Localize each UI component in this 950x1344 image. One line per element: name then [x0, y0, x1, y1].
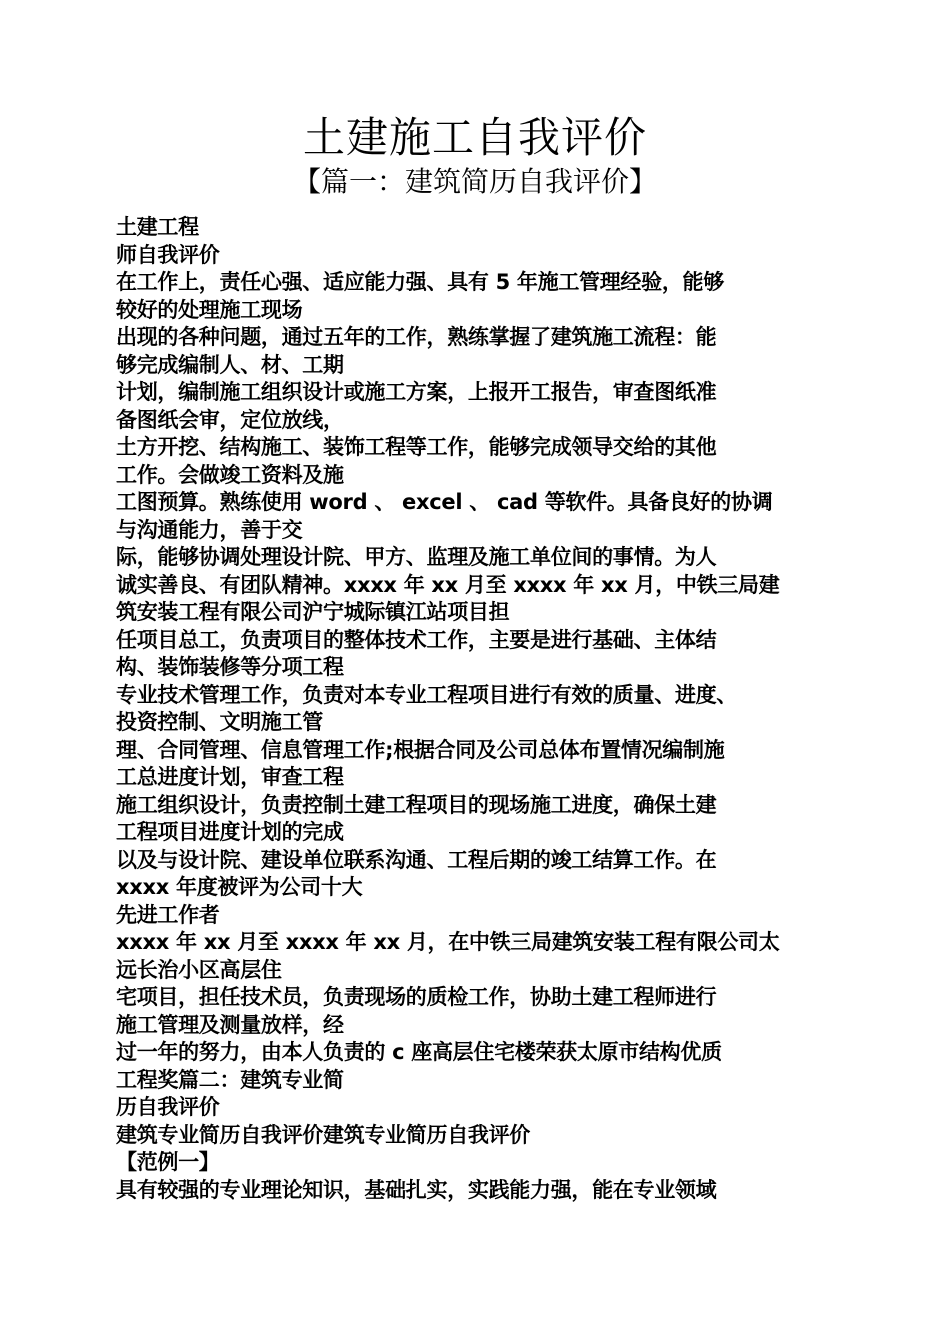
body-line: 备图纸会审，定位放线， [116, 407, 344, 432]
body-line: 够完成编制人、材、工期 [116, 352, 344, 377]
body-line: 在工作上，责任心强、适应能力强、具有 5 年施工管理经验，能够 [116, 270, 724, 294]
body-line: 诚实善良、有团队精神。xxxx 年 xx 月至 xxxx 年 xx 月，中铁三局建 [116, 572, 780, 597]
body-line: 具有较强的专业理论知识，基础扎实，实践能力强，能在专业领域 [116, 1177, 717, 1202]
body-line: 工程项目进度计划的完成 [116, 820, 344, 844]
body-line: 筑安装工程有限公司沪宁城际镇江站项目担 [116, 600, 510, 624]
body-line: 过一年的努力，由本人负责的 c 座高层住宅楼荣获太原市结构优质 [116, 1040, 722, 1064]
body-line: 历自我评价 [116, 1095, 220, 1119]
document-subtitle: 【篇一：建筑简历自我评价】 [292, 165, 657, 198]
body-line: 远长治小区高层住 [116, 957, 282, 982]
body-line: 与沟通能力，善于交 [116, 517, 303, 542]
body-line: 际，能够协调处理设计院、甲方、监理及施工单位间的事情。为人 [116, 545, 717, 569]
body-line: 较好的处理施工现场 [116, 297, 303, 322]
body-line: xxxx 年 xx 月至 xxxx 年 xx 月，在中铁三局建筑安装工程有限公司太 [116, 930, 780, 954]
body-line: 师自我评价 [116, 242, 220, 267]
body-line: 施工管理及测量放样，经 [116, 1012, 344, 1037]
body-line: 构、装饰装修等分项工程 [116, 655, 344, 679]
body-line: 出现的各种问题，通过五年的工作，熟练掌握了建筑施工流程：能 [116, 325, 717, 349]
body-line: 先进工作者 [116, 902, 220, 927]
body-line: 【范例一】 [116, 1150, 220, 1174]
body-line: 工总进度计划，审查工程 [116, 765, 344, 789]
body-line: 工图预算。熟练使用 word 、 excel 、 cad 等软件。具备良好的协调 [116, 490, 773, 514]
body-line: xxxx 年度被评为公司十大 [116, 875, 363, 899]
document-title: 土建施工自我评价 [302, 113, 647, 162]
body-line: 施工组织设计，负责控制土建工程项目的现场施工进度，确保土建 [116, 792, 717, 817]
body-line: 建筑专业简历自我评价建筑专业简历自我评价 [116, 1122, 530, 1147]
body-line: 宅项目，担任技术员，负责现场的质检工作，协助土建工程师进行 [116, 985, 717, 1009]
document-body [116, 214, 846, 1204]
body-line: 土方开挖、结构施工、装饰工程等工作，能够完成领导交给的其他 [116, 435, 717, 459]
body-line: 土建工程 [116, 215, 199, 239]
body-line: 理、合同管理、信息管理工作;根据合同及公司总体布置情况编制施 [116, 737, 725, 762]
body-line: 工程奖篇二：建筑专业简 [116, 1067, 344, 1092]
body-line: 专业技术管理工作，负责对本专业工程项目进行有效的质量、进度、 [116, 682, 737, 707]
body-line: 计划，编制施工组织设计或施工方案，上报开工报告，审查图纸准 [116, 380, 717, 404]
body-line: 以及与设计院、建设单位联系沟通、工程后期的竣工结算工作。在 [116, 847, 717, 872]
body-line: 投资控制、文明施工管 [116, 710, 323, 734]
body-line: 工作。会做竣工资料及施 [116, 462, 344, 487]
body-line: 任项目总工，负责项目的整体技术工作，主要是进行基础、主体结 [116, 627, 717, 652]
